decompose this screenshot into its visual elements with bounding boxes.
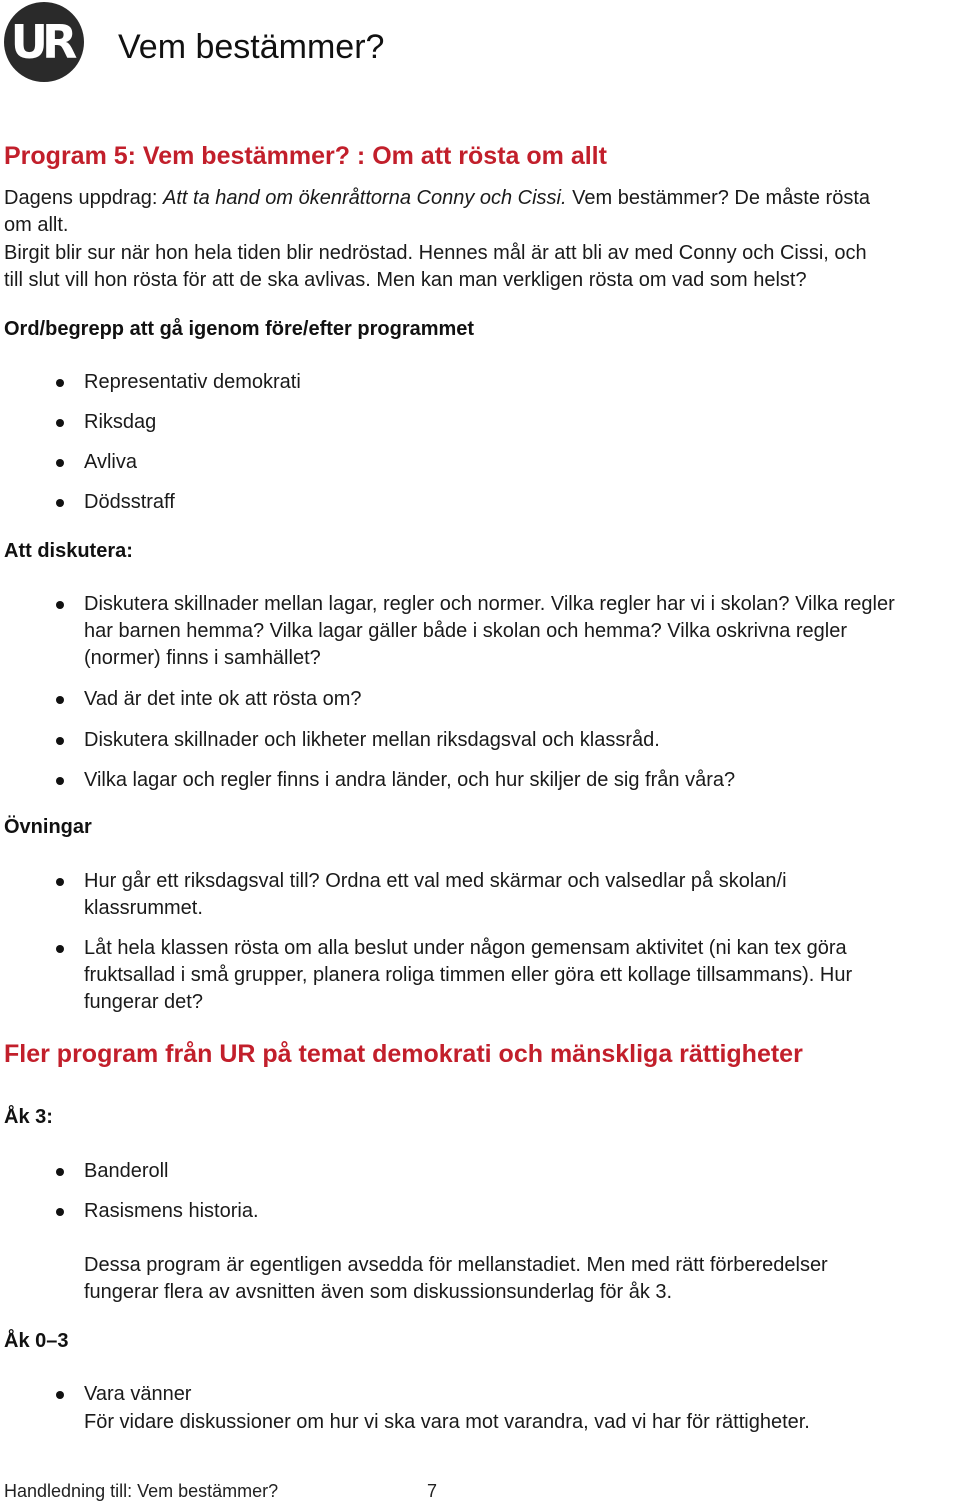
discuss-item-line: Vilka lagar och regler finns i andra länder, och hur skiljer de sig från våra? <box>84 769 736 791</box>
bullet <box>56 777 64 785</box>
exercise-item-line: fruktsallad i små grupper, planera roliga timmen eller göra ett kollage tillsammans). Hur <box>84 964 853 986</box>
exercises-heading: Övningar <box>4 816 92 838</box>
discuss-item-line: Diskutera skillnader mellan lagar, regler och normer. Vilka regler har vi i skolan? Vilka regler <box>84 593 895 615</box>
grade3-note-line: fungerar flera av avsnitten även som diskussionsunderlag för åk 3. <box>84 1281 673 1303</box>
grade03-heading: Åk 0–3 <box>4 1330 69 1352</box>
program-item: Rasismens historia. <box>84 1200 259 1222</box>
bullet <box>56 459 64 467</box>
bullet <box>56 499 64 507</box>
exercise-item-line: klassrummet. <box>84 897 203 919</box>
program-item: Banderoll <box>84 1160 169 1182</box>
bullet <box>56 419 64 427</box>
bullet <box>56 878 64 886</box>
bullet <box>56 945 64 953</box>
term-item: Riksdag <box>84 411 157 433</box>
intro-line-2: om allt. <box>4 214 69 236</box>
discuss-heading: Att diskutera: <box>4 540 133 562</box>
term-item: Avliva <box>84 451 137 473</box>
ur-logo <box>4 2 84 82</box>
footer-text: Handledning till: Vem bestämmer? <box>4 1481 279 1501</box>
bullet <box>56 737 64 745</box>
bullet <box>56 1208 64 1216</box>
bullet <box>56 696 64 704</box>
bullet <box>56 379 64 387</box>
more-programs-heading: Fler program från UR på temat demokrati och mänskliga rättigheter <box>4 1040 803 1068</box>
intro-line-1: Dagens uppdrag: Att ta hand om ökenråttorna Conny och Cissi. Vem bestämmer? De måste rösta <box>4 187 871 209</box>
program-item: Vara vänner <box>84 1383 192 1405</box>
page-number: 7 <box>427 1481 438 1501</box>
terms-heading: Ord/begrepp att gå igenom före/efter programmet <box>4 318 475 340</box>
grade3-heading: Åk 3: <box>4 1106 53 1128</box>
discuss-item-line: Vad är det inte ok att rösta om? <box>84 688 362 710</box>
grade03-note: För vidare diskussioner om hur vi ska vara mot varandra, vad vi har för rättigheter. <box>84 1411 810 1433</box>
grade3-note-line: Dessa program är egentligen avsedda för mellanstadiet. Men med rätt förberedelser <box>84 1254 828 1276</box>
term-item: Dödsstraff <box>84 491 175 513</box>
bullet <box>56 1391 64 1399</box>
ur-logo-text: UR <box>10 15 72 69</box>
intro-line-4: till slut vill hon rösta för att de ska avlivas. Men kan man verkligen rösta om vad som helst? <box>4 269 807 291</box>
exercise-item-line: Hur går ett riksdagsval till? Ordna ett val med skärmar och valsedlar på skolan/i <box>84 870 787 892</box>
bullet <box>56 601 64 609</box>
discuss-item-line: (normer) finns i samhället? <box>84 647 321 669</box>
term-item: Representativ demokrati <box>84 371 301 393</box>
bullet <box>56 1168 64 1176</box>
intro-line-3: Birgit blir sur när hon hela tiden blir nedröstad. Hennes mål är att bli av med Conny och Cissi, och <box>4 242 867 264</box>
discuss-item-line: har barnen hemma? Vilka lagar gäller både i skolan och hemma? Vilka oskrivna regler <box>84 620 848 642</box>
program-heading: Program 5: Vem bestämmer? : Om att rösta om allt <box>4 142 607 170</box>
discuss-item-line: Diskutera skillnader och likheter mellan riksdagsval och klassråd. <box>84 729 660 751</box>
document-title: Vem bestämmer? <box>118 28 385 66</box>
exercise-item-line: Låt hela klassen rösta om alla beslut under någon gemensam aktivitet (ni kan tex göra <box>84 937 847 959</box>
exercise-item-line: fungerar det? <box>84 991 203 1013</box>
